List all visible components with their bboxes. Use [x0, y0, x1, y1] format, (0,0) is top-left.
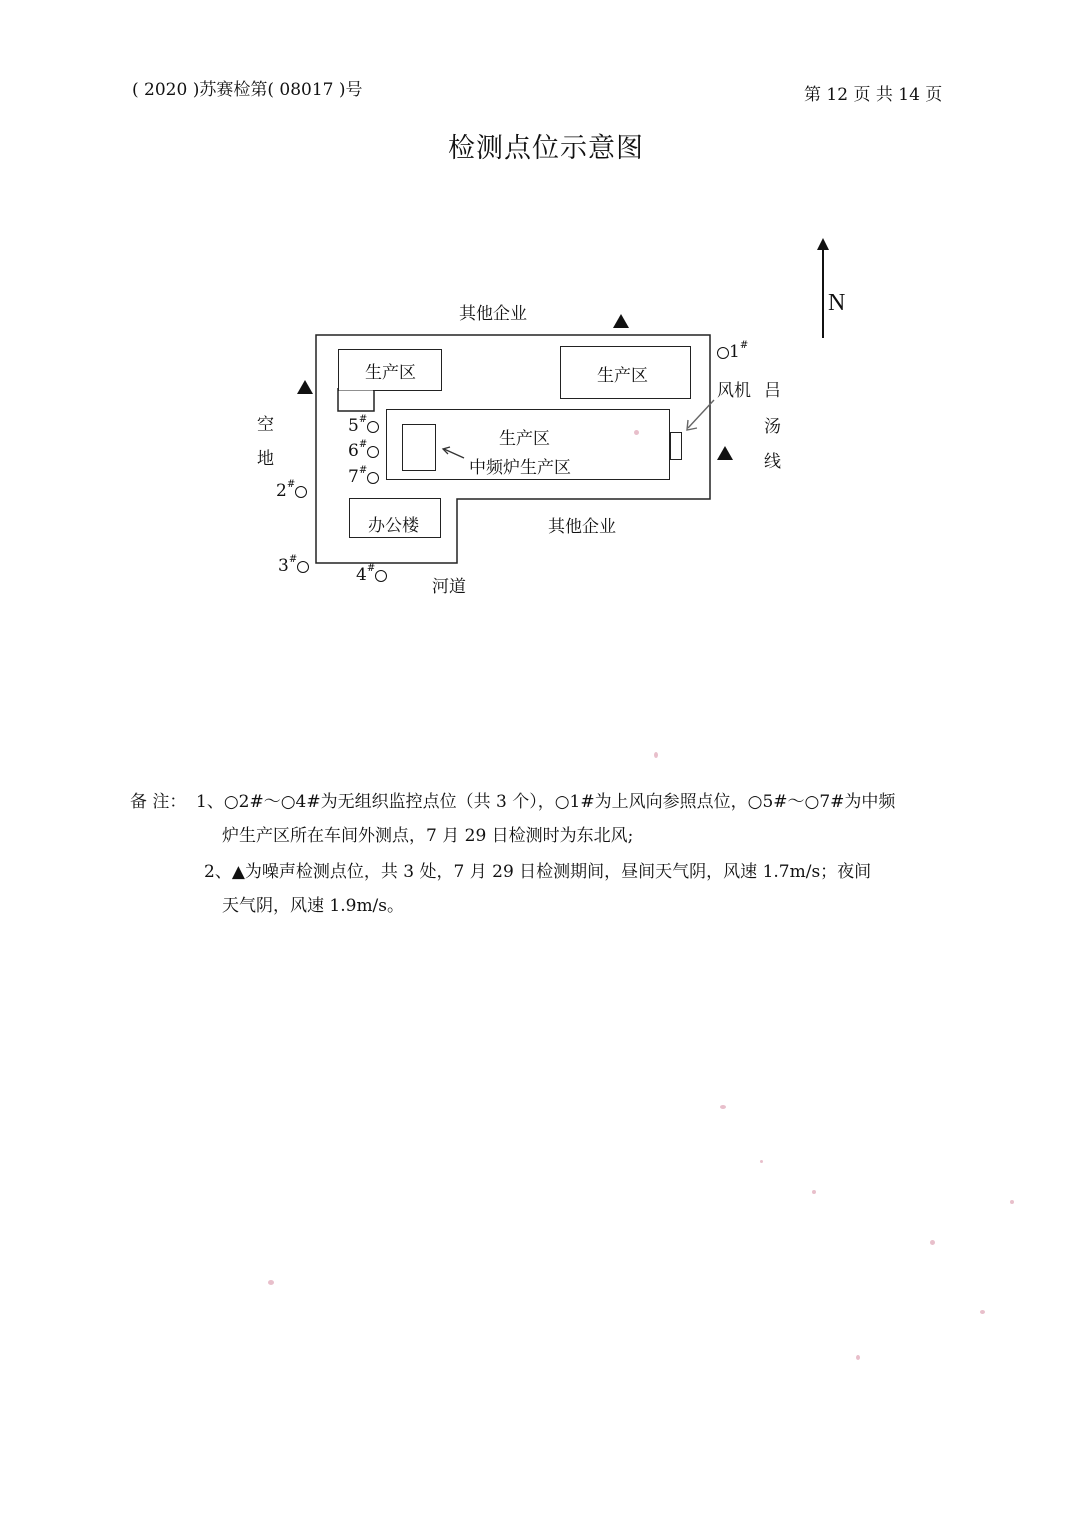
river-label: 河道 — [432, 577, 466, 597]
north-label: N — [828, 290, 846, 316]
point-1-sup: # — [739, 340, 749, 351]
if-furnace-arrow-icon — [438, 444, 468, 464]
speck — [856, 1355, 860, 1360]
point-4-num: 4 — [356, 565, 367, 585]
point-7-sup: # — [358, 465, 368, 476]
empty-land-label-1: 空 — [257, 415, 274, 435]
point-5 — [348, 416, 379, 436]
point-3-circle-icon — [297, 561, 309, 573]
road-label-1: 吕 — [764, 381, 781, 401]
south-company-label: 其他企业 — [548, 517, 616, 537]
road-label-3: 线 — [764, 452, 781, 472]
note-2-line-1: 2、▲为噪声检测点位，共 3 处，7 月 29 日检测期间，昼间天气阴，风速 1.7m/s；夜间 — [204, 862, 872, 882]
notes-label: 备 注： — [130, 792, 187, 812]
point-7 — [348, 467, 379, 487]
point-5-circle-icon — [367, 421, 379, 433]
north-company-label: 其他企业 — [459, 304, 527, 324]
point-4 — [356, 565, 387, 585]
speck — [980, 1310, 985, 1314]
note-1-line-2: 炉生产区所在车间外测点，7 月 29 日检测时为东北风; — [222, 826, 634, 846]
report-number: ( 2020 )苏赛检第( 08017 )号 — [132, 80, 363, 100]
production-zone-nw-label: 生产区 — [365, 363, 416, 383]
if-furnace-block — [402, 424, 436, 471]
point-3-num: 3 — [278, 556, 289, 576]
page-info: 第 12 页 共 14 页 — [804, 85, 943, 105]
page-title: 检测点位示意图 — [448, 133, 644, 164]
point-4-sup: # — [366, 563, 376, 574]
note-1-line-1: 1、○2#～○4#为无组织监控点位（共 3 个），○1#为上风向参照点位，○5#～○7#为中频 — [196, 792, 896, 812]
production-workshop-label: 生产区 — [499, 429, 550, 449]
point-1-circle-icon — [717, 347, 729, 359]
production-zone-nw-notch — [336, 388, 376, 414]
point-7-num: 7 — [348, 467, 359, 487]
speck — [1010, 1200, 1014, 1204]
noise-point-west-icon — [297, 380, 313, 394]
north-arrow-icon — [812, 236, 852, 342]
noise-point-north-icon — [613, 314, 629, 328]
fan-arrow-icon — [680, 396, 720, 436]
speck — [268, 1280, 274, 1285]
fan-label: 风机 — [717, 381, 751, 401]
production-zone-ne-label: 生产区 — [597, 366, 648, 386]
fan-block — [670, 432, 682, 460]
point-5-num: 5 — [348, 416, 359, 436]
point-6 — [348, 441, 379, 461]
point-2-num: 2 — [276, 481, 287, 501]
noise-point-east-icon — [717, 446, 733, 460]
point-7-circle-icon — [367, 472, 379, 484]
speck — [930, 1240, 935, 1245]
point-5-sup: # — [358, 414, 368, 425]
point-3-sup: # — [288, 554, 298, 565]
speck — [634, 430, 639, 435]
empty-land-label-2: 地 — [257, 449, 274, 469]
speck — [760, 1160, 763, 1163]
point-4-circle-icon — [375, 570, 387, 582]
if-zone-label: 中频炉生产区 — [469, 458, 571, 478]
point-1-num: 1 — [729, 342, 740, 362]
point-1 — [717, 342, 748, 362]
speck — [812, 1190, 816, 1194]
speck — [654, 752, 658, 758]
point-2-circle-icon — [295, 486, 307, 498]
point-6-num: 6 — [348, 441, 359, 461]
office-label: 办公楼 — [368, 516, 419, 536]
speck — [720, 1105, 726, 1109]
point-2 — [276, 481, 307, 501]
point-6-sup: # — [358, 439, 368, 450]
point-3 — [278, 556, 309, 576]
point-2-sup: # — [286, 479, 296, 490]
road-label-2: 汤 — [764, 417, 781, 437]
note-2-line-2: 天气阴，风速 1.9m/s。 — [222, 896, 405, 916]
point-6-circle-icon — [367, 446, 379, 458]
